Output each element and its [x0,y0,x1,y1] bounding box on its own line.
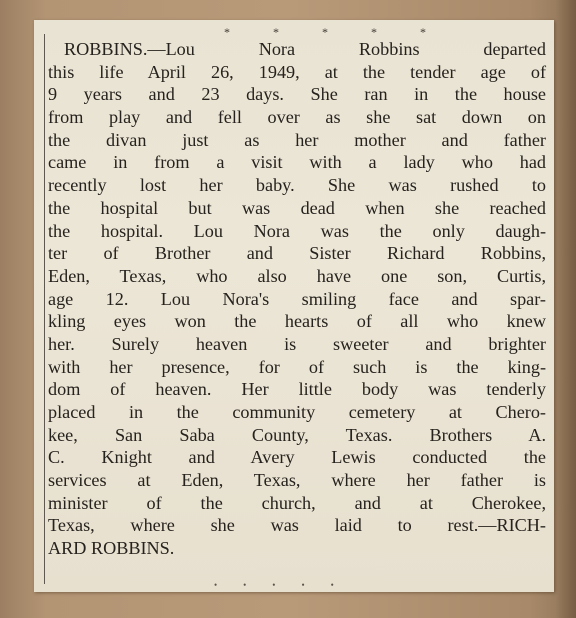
obituary-text [48,38,546,560]
text-line: 9 years and 23 days. She ran in the house [48,84,546,105]
text-line: Eden, Texas, who also have one son, Curtis, [48,265,546,286]
text-line: her. Surely heaven is sweeter and brighter [48,333,546,354]
text-line: ter of Brother and Sister Richard Robbins, [48,243,546,264]
text-line: age 12. Lou Nora's smiling face and spar- [48,288,546,309]
text-line: kling eyes won the hearts of all who knew [48,311,546,332]
text-line: the hospital but was dead when she reached [48,197,546,218]
text-line: minister of the church, and at Cherokee, [48,492,546,513]
text-line: ARD ROBBINS. [48,538,175,559]
text-line: the hospital. Lou Nora was the only daugh- [48,220,546,241]
text-line: kee, San Saba County, Texas. Brothers A. [48,424,546,445]
text-line: this life April 26, 1949, at the tender age of [48,61,546,82]
text-line: dom of heaven. Her little body was tenderly [48,379,546,400]
bottom-ornament: ••••• [214,580,360,590]
page-edge-shadow [556,0,576,618]
newspaper-clipping [34,20,554,592]
text-line: ROBBINS.—Lou Nora Robbins departed [64,39,546,59]
header-ornament: * * * * * [224,25,446,39]
text-line: C. Knight and Avery Lewis conducted the [48,447,546,468]
text-line: Texas, where she was laid to rest.—RICH- [48,515,546,536]
text-line: from play and fell over as she sat down on [48,107,546,128]
column-rule [44,34,45,584]
text-line: came in from a visit with a lady who had [48,152,546,173]
text-line: with her presence, for of such is the king- [48,356,546,377]
text-line: placed in the community cemetery at Chero- [48,402,546,422]
text-line: services at Eden, Texas, where her father is [48,470,546,491]
text-line: recently lost her baby. She was rushed to [48,175,546,196]
text-line: the divan just as her mother and father [48,129,546,150]
